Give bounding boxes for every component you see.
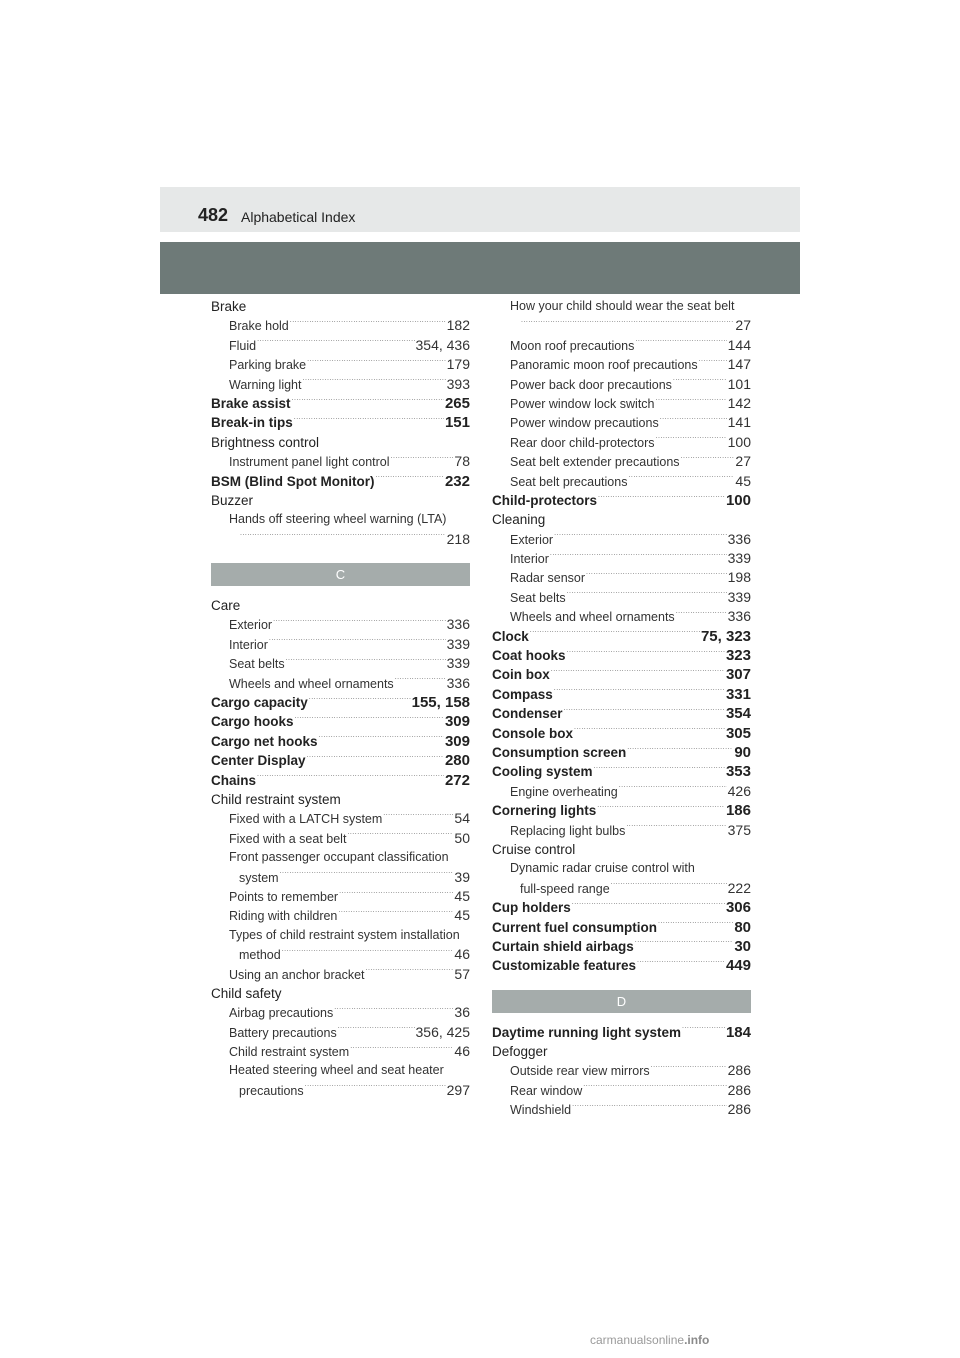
dot-leader [280,870,454,882]
entry-label: Instrument panel light control [229,455,390,470]
index-column-left [211,297,470,1100]
dot-leader [598,493,725,505]
page-reference[interactable]: 375 [727,821,751,838]
header-banner [160,242,800,294]
page-reference[interactable]: 39 [454,868,470,885]
entry-label: Cooling system [492,764,593,780]
entry-label: Exterior [510,532,554,547]
dot-leader [290,318,446,330]
section-header: C [211,563,470,586]
entry-label: Cornering lights [492,803,597,819]
index-subentry[interactable] [211,1042,470,1061]
entry-label: Cup holders [492,900,571,916]
index-entry[interactable] [492,685,751,704]
dot-leader [656,435,727,447]
entry-label: Current fuel consumption [492,919,657,935]
index-subentry[interactable] [211,1081,470,1100]
page-reference[interactable]: 286 [727,1101,751,1118]
entry-label: Chains [211,772,257,788]
page-reference[interactable]: 186 [725,802,751,820]
dot-leader [338,1025,415,1037]
entry-label: Rear window [510,1083,583,1098]
dot-leader [682,1025,725,1037]
index-subentry[interactable] [211,336,470,355]
index-entry[interactable] [492,491,751,510]
page-reference[interactable]: 336 [446,674,470,691]
entry-label: Wheels and wheel ornaments [510,610,675,625]
index-heading: Cruise control [492,841,576,857]
entry-label: Brake assist [211,395,291,411]
page-reference[interactable]: 155, 158 [411,694,470,712]
section-header: D [492,990,751,1013]
dot-leader [583,1083,726,1095]
page-reference[interactable]: 198 [727,569,751,586]
entry-label: Curtain shield airbags [492,938,634,954]
dot-leader [319,734,444,746]
dot-leader [586,570,727,582]
entry-label: Cargo hooks [211,714,294,730]
page-reference[interactable]: 286 [727,1081,751,1098]
dot-leader [572,900,725,912]
index-subentry[interactable] [492,1100,751,1119]
index-entry[interactable] [211,712,470,731]
page-reference[interactable]: 286 [727,1062,751,1079]
page-header [160,187,800,232]
page-reference[interactable]: 265 [444,394,470,412]
entry-label: Outside rear view mirrors [510,1064,650,1079]
dot-leader [391,454,454,466]
index-entry[interactable] [492,937,751,956]
dot-leader [273,617,446,629]
page-reference[interactable]: 46 [454,946,470,963]
page-reference[interactable]: 306 [725,899,751,917]
page-reference[interactable]: 182 [446,317,470,334]
page-reference[interactable]: 393 [446,375,470,392]
entry-label: Battery precautions [229,1025,337,1040]
index-subentry[interactable] [492,782,751,801]
dot-leader [286,656,446,668]
index-entry[interactable] [492,762,751,781]
page-reference[interactable]: 336 [727,608,751,625]
dot-leader [257,773,444,785]
index-entry[interactable] [211,394,470,413]
dot-leader [257,338,414,350]
dot-leader [303,377,446,389]
page-reference[interactable]: 45 [454,887,470,904]
index-subentry[interactable] [492,568,751,587]
dot-leader [395,676,446,688]
dot-leader [305,1083,446,1095]
entry-label: method [239,948,281,963]
index-subentry[interactable] [492,413,751,432]
entry-label: Fixed with a seat belt [229,831,347,846]
index-entry[interactable] [211,732,470,751]
index-subentry[interactable] [211,316,470,335]
page-reference[interactable]: 45 [454,907,470,924]
page-reference[interactable]: 309 [444,713,470,731]
entry-label: Engine overheating [510,784,618,799]
dot-leader [554,687,725,699]
dot-leader [564,706,725,718]
index-subentry[interactable] [211,674,470,693]
dot-leader [658,920,733,932]
page-reference[interactable]: 179 [446,356,470,373]
index-subentry[interactable] [211,809,470,828]
dot-leader [294,415,444,427]
index-subentry[interactable] [492,433,751,452]
page-reference[interactable]: 354, 436 [415,336,470,353]
index-heading: Buzzer [211,492,254,508]
page-reference[interactable]: 336 [727,530,751,547]
entry-label: Parking brake [229,358,307,373]
index-subentry[interactable] [211,530,470,549]
index-subentry[interactable] [492,588,751,607]
index-heading: Brake [211,299,247,314]
page-reference[interactable]: 354 [725,705,751,723]
index-subentry[interactable] [492,336,751,355]
index-subentry[interactable] [211,355,470,374]
index-subentry[interactable] [492,549,751,568]
page-reference[interactable]: 75, 323 [700,627,751,645]
entry-label: Rear door child-protectors [510,435,655,450]
dot-leader [594,764,725,776]
entry-label: Seat belt extender precautions [510,455,680,470]
page-reference[interactable]: 339 [446,655,470,672]
index-entry[interactable] [492,1023,751,1042]
dot-leader [521,318,734,330]
dot-leader [681,454,735,466]
index-subentry[interactable] [492,879,751,898]
dot-leader [567,648,725,660]
entry-label: Child-protectors [492,492,598,508]
index-subentry-text: Dynamic radar cruise control with [510,861,695,876]
dot-leader [597,803,725,815]
page-reference[interactable]: 90 [734,743,751,761]
index-subentry[interactable] [211,965,470,984]
dot-leader [567,590,727,602]
entry-label: Cargo net hooks [211,733,318,749]
entry-label: Panoramic moon roof precautions [510,358,698,373]
page-reference[interactable]: 30 [734,937,751,955]
index-entry[interactable] [492,724,751,743]
page-reference[interactable]: 27 [735,453,751,470]
index-subentry[interactable] [492,607,751,626]
page-reference[interactable]: 331 [725,685,751,703]
header-title: Alphabetical Index [241,209,356,225]
index-heading: Care [211,598,241,614]
dot-leader [282,947,454,959]
page-reference[interactable]: 309 [444,732,470,750]
dot-leader [309,695,411,707]
page-reference[interactable]: 46 [454,1043,470,1060]
page-reference[interactable]: 339 [727,588,751,605]
index-subentry[interactable] [492,821,751,840]
dot-leader [619,784,727,796]
index-subentry[interactable] [492,355,751,374]
dot-leader [635,939,734,951]
entry-label: Warning light [229,377,302,392]
entry-label: Power back door precautions [510,377,672,392]
entry-label: Interior [510,552,549,567]
entry-label: Seat belts [229,657,285,672]
entry-label: Power window lock switch [510,396,655,411]
dot-leader [375,474,444,486]
index-entry[interactable] [492,801,751,820]
entry-label: Daytime running light system [492,1024,682,1040]
page-reference[interactable]: 222 [727,879,751,896]
page-reference[interactable]: 449 [725,957,751,975]
dot-leader [611,881,727,893]
dot-leader [574,726,725,738]
index-entry[interactable] [211,472,470,491]
index-subentry-text: Heated steering wheel and seat heater [229,1063,444,1078]
dot-leader [366,967,454,979]
entry-label: Brake hold [229,319,289,334]
page-reference[interactable]: 305 [725,724,751,742]
entry-label: Seat belt precautions [510,474,628,489]
page-reference[interactable]: 184 [725,1023,751,1041]
index-entry[interactable] [492,665,751,684]
index-subentry[interactable] [211,635,470,654]
page-reference[interactable]: 307 [725,666,751,684]
page-reference[interactable]: 323 [725,647,751,665]
index-subentry[interactable] [211,375,470,394]
index-subentry-text: Types of child restraint system installation [229,927,460,942]
entry-label: Seat belts [510,590,566,605]
dot-leader [338,908,453,920]
entry-label: Consumption screen [492,744,627,760]
index-subentry[interactable] [492,375,751,394]
index-subentry[interactable] [211,615,470,634]
entry-label: Airbag precautions [229,1006,334,1021]
page-reference[interactable]: 50 [454,829,470,846]
entry-label: Console box [492,725,574,741]
dot-leader [339,889,453,901]
entry-label: Interior [229,637,268,652]
index-entry[interactable] [492,627,751,646]
page-reference[interactable]: 336 [446,616,470,633]
dot-leader [530,629,700,641]
page-reference[interactable]: 57 [454,965,470,982]
page-reference[interactable]: 151 [444,414,470,432]
dot-leader [572,1102,727,1114]
dot-leader [635,338,726,350]
index-subentry[interactable] [211,887,470,906]
page-reference[interactable]: 280 [444,752,470,770]
index-entry[interactable] [492,918,751,937]
dot-leader [554,532,727,544]
index-subentry[interactable] [492,1061,751,1080]
index-subentry[interactable] [211,1023,470,1042]
dot-leader [699,357,727,369]
index-subentry[interactable] [492,472,751,491]
entry-label: Using an anchor bracket [229,967,365,982]
dot-leader [673,377,727,389]
index-subentry[interactable] [211,452,470,471]
entry-label: Windshield [510,1103,572,1118]
index-subentry[interactable] [211,868,470,887]
index-subentry[interactable] [211,1003,470,1022]
index-subentry-text: How your child should wear the seat belt [510,299,735,313]
page-reference[interactable]: 232 [444,472,470,490]
page-reference[interactable]: 272 [444,771,470,789]
dot-leader [637,958,725,970]
index-subentry[interactable] [492,1081,751,1100]
index-heading: Brightness control [211,434,320,450]
watermark: carmanualsonline.info [590,1333,710,1347]
index-subentry-text: Hands off steering wheel warning (LTA) [229,512,447,527]
dot-leader [269,637,446,649]
entry-label: Clock [492,628,529,644]
index-subentry[interactable] [211,829,470,848]
entry-label: precautions [239,1083,304,1098]
entry-label: full-speed range [520,881,610,896]
entry-label: Riding with children [229,909,338,924]
index-entry[interactable] [492,646,751,665]
page-reference[interactable]: 36 [454,1004,470,1021]
index-entry[interactable] [492,704,751,723]
index-heading: Child safety [211,985,282,1001]
index-subentry[interactable] [492,394,751,413]
page-number: 482 [198,205,229,225]
dot-leader [383,811,453,823]
entry-label: Child restraint system [229,1045,350,1060]
index-entry[interactable] [492,898,751,917]
index-entry[interactable] [211,693,470,712]
page-reference[interactable]: 353 [725,763,751,781]
page-reference[interactable]: 142 [727,394,751,411]
index-subentry[interactable] [492,530,751,549]
page-reference[interactable]: 339 [727,550,751,567]
entry-label: Coin box [492,667,550,683]
index-heading: Child restraint system [211,791,341,807]
index-subentry[interactable] [211,906,470,925]
dot-leader [307,357,446,369]
entry-label: Replacing light bulbs [510,823,626,838]
page-reference[interactable]: 80 [734,918,751,936]
dot-leader [292,396,444,408]
entry-label: Center Display [211,753,306,769]
page-reference[interactable]: 297 [446,1081,470,1098]
index-subentry[interactable] [492,316,751,335]
page-reference[interactable]: 147 [727,356,751,373]
page-reference[interactable]: 339 [446,635,470,652]
page-reference[interactable]: 356, 425 [415,1023,470,1040]
dot-leader [627,745,733,757]
page-reference[interactable]: 78 [454,453,470,470]
page-reference[interactable]: 45 [735,472,751,489]
page-reference[interactable]: 426 [727,782,751,799]
dot-leader [626,823,726,835]
page-reference[interactable]: 100 [727,433,751,450]
dot-leader [347,831,453,843]
index-entry[interactable] [211,771,470,790]
index-subentry[interactable] [492,452,751,471]
index-heading: Defogger [492,1044,548,1060]
entry-label: Points to remember [229,889,339,904]
entry-label: Wheels and wheel ornaments [229,676,394,691]
page-reference[interactable]: 144 [727,336,751,353]
page-reference[interactable]: 141 [727,414,751,431]
entry-label: Customizable features [492,958,637,974]
entry-label: system [239,870,279,885]
entry-label: Compass [492,686,553,702]
entry-label: Fixed with a LATCH system [229,812,383,827]
entry-label: Break-in tips [211,415,293,431]
dot-leader [334,1005,453,1017]
page-reference[interactable]: 27 [735,317,751,334]
dot-leader [551,667,725,679]
dot-leader [651,1063,727,1075]
entry-label: Fluid [229,338,257,353]
page-reference[interactable]: 101 [727,375,751,392]
index-subentry[interactable] [211,945,470,964]
entry-label: Moon roof precautions [510,338,635,353]
entry-label: Coat hooks [492,648,566,664]
index-entry[interactable] [211,751,470,770]
index-subentry-text: Front passenger occupant classification [229,850,449,865]
dot-leader [307,753,444,765]
entry-label: Condenser [492,706,563,722]
dot-leader [550,551,727,563]
page-reference[interactable]: 100 [725,491,751,509]
dot-leader [295,714,444,726]
dot-leader [660,415,727,427]
index-heading: Cleaning [492,512,546,528]
index-column-right [492,297,751,1120]
index-entry[interactable] [211,413,470,432]
page-reference[interactable]: 218 [446,530,470,547]
entry-label: Radar sensor [510,571,586,586]
dot-leader [676,609,727,621]
index-entry[interactable] [492,956,751,975]
dot-leader [350,1044,453,1056]
entry-label: BSM (Blind Spot Monitor) [211,473,375,489]
page-reference[interactable]: 54 [454,810,470,827]
entry-label: Power window precautions [510,416,659,431]
dot-leader [240,532,446,544]
entry-label: Exterior [229,618,273,633]
entry-label: Cargo capacity [211,695,308,711]
index-subentry[interactable] [211,654,470,673]
index-entry[interactable] [492,743,751,762]
dot-leader [656,396,727,408]
dot-leader [628,474,734,486]
